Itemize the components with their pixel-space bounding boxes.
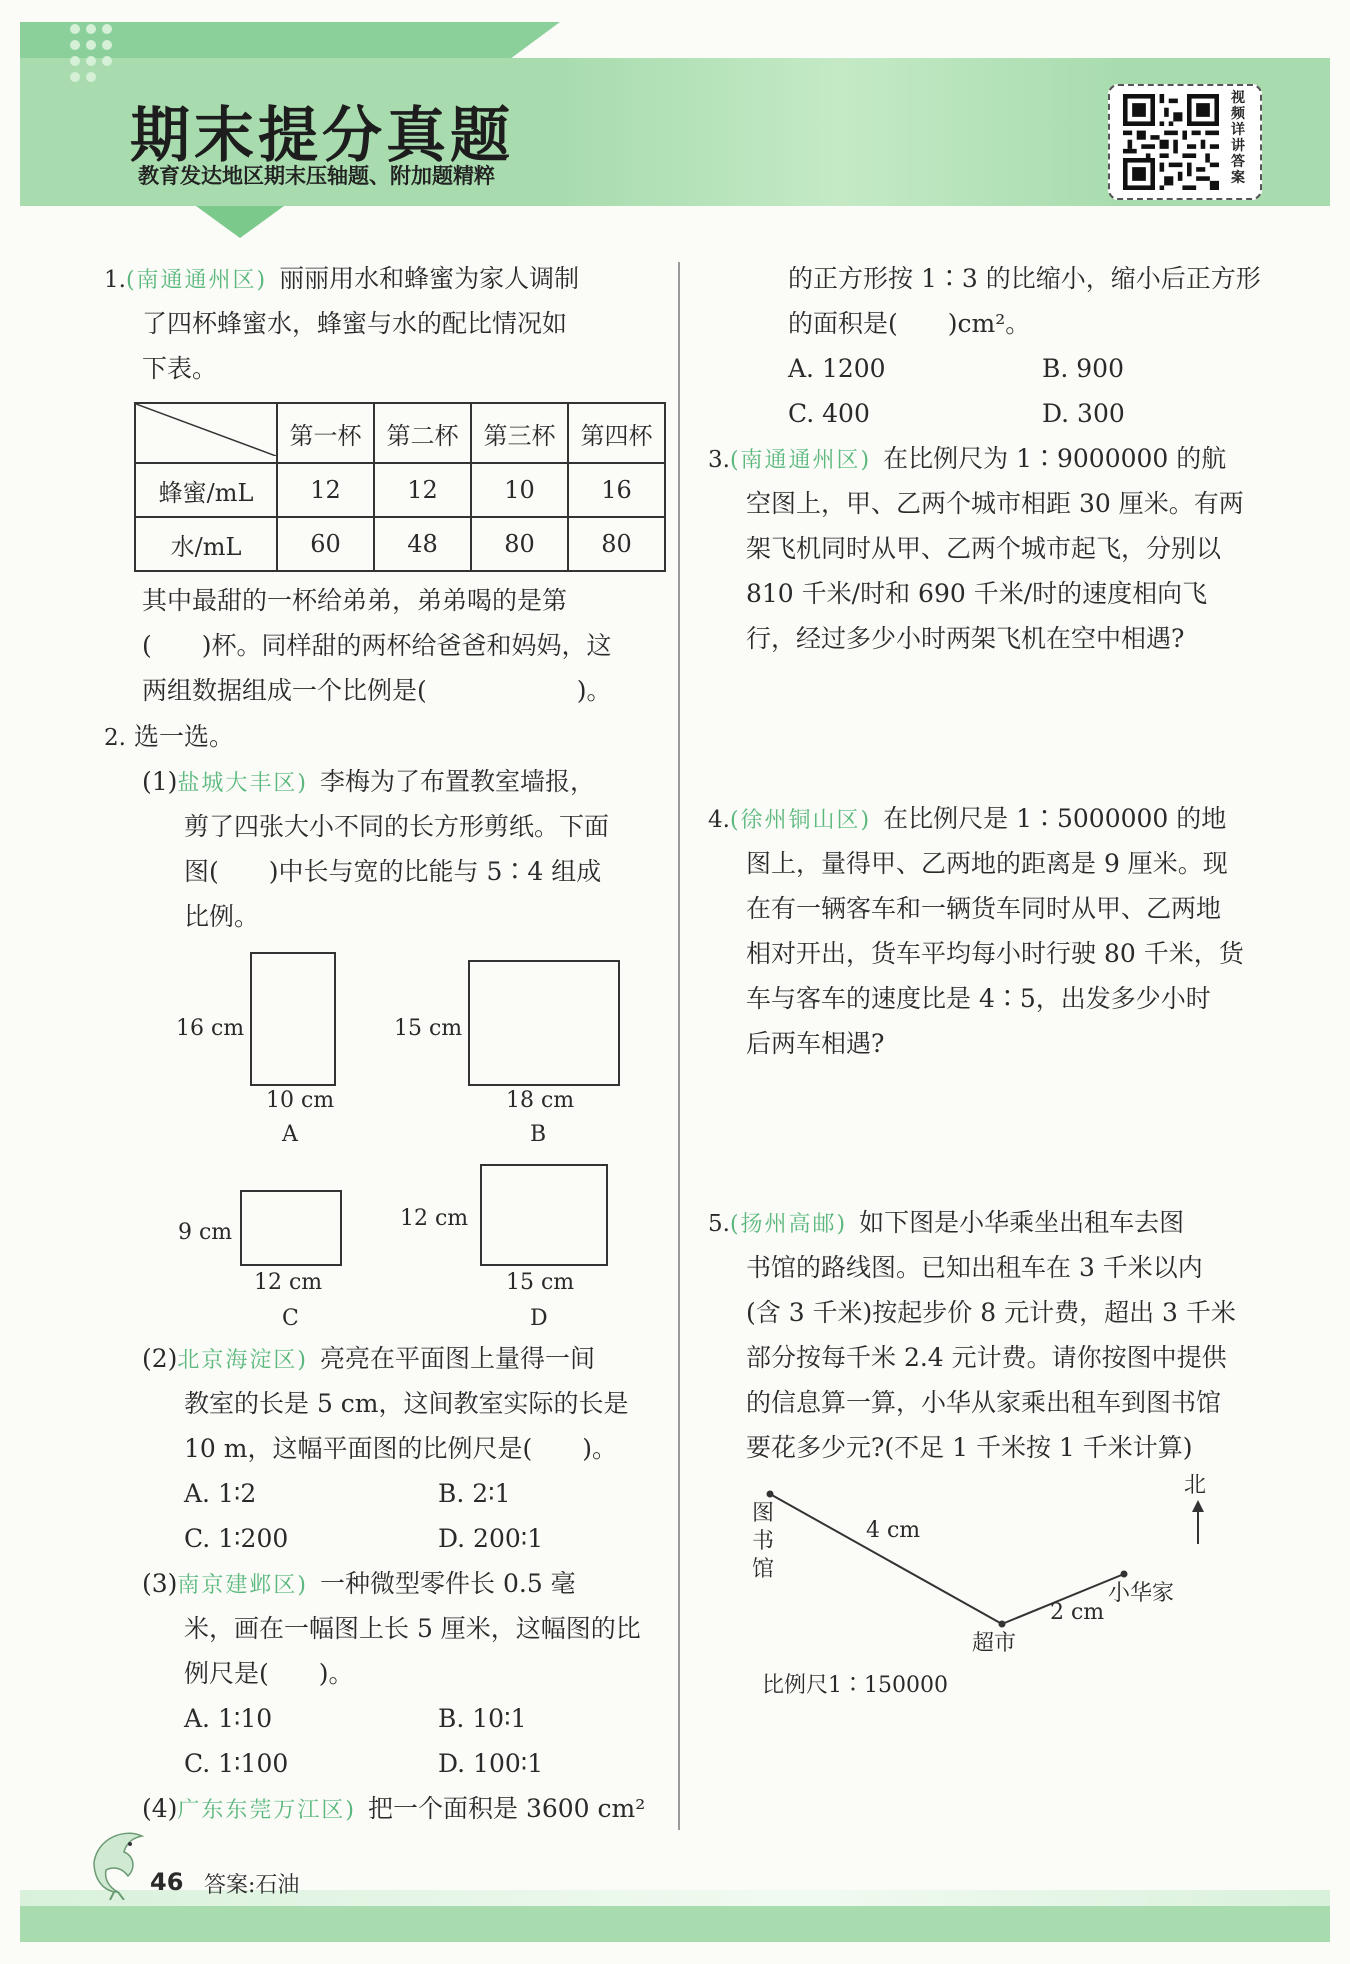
q2-3-option-a[interactable]: A. 1∶10 xyxy=(184,1704,273,1733)
footer-band xyxy=(20,1906,1330,1942)
rectangle-c xyxy=(240,1190,342,1266)
q2-1-line-4: 比例。 xyxy=(184,902,260,931)
q2-3-source: 南京建邺区) xyxy=(177,1573,309,1598)
dolphin-mascot-icon xyxy=(84,1822,154,1900)
q5-line-3: (含 3 千米)按起步价 8 元计费，超出 3 千米 xyxy=(746,1298,1236,1327)
rect-b-letter: B xyxy=(530,1122,547,1147)
table-cell: 10 xyxy=(471,463,568,517)
rect-a-height: 16 cm xyxy=(176,1016,245,1041)
q5-line-4: 部分按每千米 2.4 元计费。请你按图中提供 xyxy=(746,1343,1227,1372)
q2-1-line-3: 图( )中长与宽的比能与 5∶4 组成 xyxy=(184,857,602,886)
q4-line-1: 4.(徐州铜山区) 在比例尺是 1∶5000000 的地 xyxy=(708,804,1227,833)
q2-2-option-a[interactable]: A. 1∶2 xyxy=(184,1479,257,1508)
qr-code-icon[interactable] xyxy=(1122,94,1220,190)
q1-source: (南通通州区) xyxy=(125,268,268,293)
rectangle-d xyxy=(480,1164,608,1266)
q1-after-3: 两组数据组成一个比例是( )。 xyxy=(142,676,612,705)
table-cell: 48 xyxy=(374,517,471,571)
decor-dots xyxy=(70,24,114,94)
rect-c-height: 9 cm xyxy=(178,1220,233,1245)
q2-1-line-2: 剪了四张大小不同的长方形剪纸。下面 xyxy=(184,812,610,841)
q2-1-source: 盐城大丰区) xyxy=(177,771,309,796)
map-library-label: 图书馆 xyxy=(752,1501,775,1582)
q4-line-4: 相对开出，货车平均每小时行驶 80 千米，货 xyxy=(746,939,1244,968)
rect-d-height: 12 cm xyxy=(400,1206,469,1231)
table-cell: 60 xyxy=(277,517,374,571)
table-col-header: 第二杯 xyxy=(374,403,471,463)
q1-line-2: 了四杯蜂蜜水，蜂蜜与水的配比情况如 xyxy=(142,309,568,338)
column-divider xyxy=(678,262,680,1830)
table-row xyxy=(135,517,665,571)
page-title: 期末提分真题 xyxy=(130,101,514,171)
q2-2-option-c[interactable]: C. 1∶200 xyxy=(184,1524,289,1553)
rect-d-width: 15 cm xyxy=(506,1270,575,1295)
q2-3-option-d[interactable]: D. 100∶1 xyxy=(438,1749,544,1778)
rect-b-width: 18 cm xyxy=(506,1088,575,1113)
table-col-header: 第一杯 xyxy=(277,403,374,463)
map-seg1-label: 4 cm xyxy=(866,1518,921,1543)
map-home-label: 小华家 xyxy=(1108,1581,1175,1606)
table-cell: 16 xyxy=(568,463,665,517)
q3-line-4: 810 千米/时和 690 千米/时的速度相向飞 xyxy=(746,579,1208,608)
rect-a-letter: A xyxy=(282,1122,298,1147)
q3-line-1: 3.(南通通州区) 在比例尺为 1∶9000000 的航 xyxy=(708,444,1227,473)
banner-arrow xyxy=(196,206,284,238)
q4-line-3: 在有一辆客车和一辆货车同时从甲、乙两地 xyxy=(746,894,1222,923)
q2-3-line-2: 米，画在一幅图上长 5 厘米，这幅图的比 xyxy=(184,1614,641,1643)
q2-4-option-a[interactable]: A. 1200 xyxy=(788,354,886,383)
rectangle-b xyxy=(468,960,620,1086)
map-market-label: 超市 xyxy=(972,1631,1017,1656)
table-col-header: 第四杯 xyxy=(568,403,665,463)
map-seg2-label: 2 cm xyxy=(1050,1600,1105,1625)
north-arrowhead-icon xyxy=(1192,1500,1204,1512)
q1-line-1: 1.(南通通州区) 丽丽用水和蜂蜜为家人调制 xyxy=(104,264,580,293)
q2-3-option-b[interactable]: B. 10∶1 xyxy=(438,1704,527,1733)
route-map xyxy=(740,1460,1260,1700)
page-subtitle: 教育发达地区期末压轴题、附加题精粹 xyxy=(138,164,495,188)
q2-3-line-3: 例尺是( )。 xyxy=(184,1659,354,1688)
q2-4-source: 广东东莞万江区) xyxy=(177,1798,357,1823)
table-cell: 80 xyxy=(568,517,665,571)
honey-water-table xyxy=(134,402,666,572)
q4-line-2: 图上，量得甲、乙两地的距离是 9 厘米。现 xyxy=(746,849,1228,878)
rect-b-height: 15 cm xyxy=(394,1016,463,1041)
q2-2-option-d[interactable]: D. 200∶1 xyxy=(438,1524,544,1553)
table-header-row xyxy=(135,403,665,463)
q4-source: (徐州铜山区) xyxy=(729,808,872,833)
table-row-label: 水/mL xyxy=(135,517,277,571)
q5-line-2: 书馆的路线图。已知出租车在 3 千米以内 xyxy=(746,1253,1203,1282)
q5-line-1: 5.(扬州高邮) 如下图是小华乘坐出租车去图 xyxy=(708,1208,1185,1237)
route-segment-library-market xyxy=(770,1494,1002,1624)
library-point xyxy=(767,1491,774,1498)
q2-2-option-b[interactable]: B. 2∶1 xyxy=(438,1479,511,1508)
rectangle-a xyxy=(250,952,336,1086)
q2-4-option-d[interactable]: D. 300 xyxy=(1042,399,1125,428)
q2-2-line-2: 教室的长是 5 cm，这间教室实际的长是 xyxy=(184,1389,629,1418)
q2-4-option-c[interactable]: C. 400 xyxy=(788,399,870,428)
rect-c-letter: C xyxy=(282,1306,299,1331)
q1-after-1: 其中最甜的一杯给弟弟，弟弟喝的是第 xyxy=(142,586,568,615)
q3-source: (南通通州区) xyxy=(729,448,872,473)
q4-line-5: 车与客车的速度比是 4∶5，出发多少小时 xyxy=(746,984,1211,1013)
rect-a-width: 10 cm xyxy=(266,1088,335,1113)
q2-4-cont-2: 的面积是( )cm²。 xyxy=(788,309,1031,338)
q2-2-line-1: (2)北京海淀区) 亮亮在平面图上量得一间 xyxy=(142,1344,596,1373)
q3-line-2: 空图上，甲、乙两个城市相距 30 厘米。有两 xyxy=(746,489,1244,518)
q3-line-3: 架飞机同时从甲、乙两个城市起飞，分别以 xyxy=(746,534,1222,563)
q2-4-line-1: (4)广东东莞万江区) 把一个面积是 3600 cm² xyxy=(142,1794,646,1823)
q5-line-6: 要花多少元?(不足 1 千米按 1 千米计算) xyxy=(746,1433,1193,1462)
table-cell: 12 xyxy=(374,463,471,517)
q1-after-2: ( )杯。同样甜的两杯给爸爸和妈妈，这 xyxy=(142,631,612,660)
diagonal-line xyxy=(136,404,276,456)
q2-4-option-b[interactable]: B. 900 xyxy=(1042,354,1124,383)
q5-source: (扬州高邮) xyxy=(729,1212,848,1237)
map-scale-label: 比例尺1∶150000 xyxy=(762,1673,948,1698)
qr-code-box[interactable] xyxy=(1108,84,1262,200)
q3-line-5: 行，经过多少小时两架飞机在空中相遇? xyxy=(746,624,1185,653)
answer-hint: 答案:石油 xyxy=(204,1873,300,1898)
qr-caption: 视频详讲答案 xyxy=(1231,90,1245,186)
table-cell: 12 xyxy=(277,463,374,517)
q2-4-cont-1: 的正方形按 1∶3 的比缩小，缩小后正方形 xyxy=(788,264,1261,293)
map-north-label: 北 xyxy=(1184,1473,1207,1498)
table-col-header: 第三杯 xyxy=(471,403,568,463)
rect-d-letter: D xyxy=(530,1306,548,1331)
q4-line-6: 后两车相遇? xyxy=(746,1029,885,1058)
q2-2-source: 北京海淀区) xyxy=(177,1348,309,1373)
q2-2-line-3: 10 m，这幅平面图的比例尺是( )。 xyxy=(184,1434,617,1463)
q2-1-line-1: (1)盐城大丰区) 李梅为了布置教室墙报， xyxy=(142,767,596,796)
rect-c-width: 12 cm xyxy=(254,1270,323,1295)
q2-3-option-c[interactable]: C. 1∶100 xyxy=(184,1749,289,1778)
banner-highlight xyxy=(560,58,1120,206)
table-row xyxy=(135,463,665,517)
page-number: 46 xyxy=(150,1868,184,1896)
table-corner-cell xyxy=(135,403,277,463)
q2-title: 2. 选一选。 xyxy=(104,722,234,751)
table-cell: 80 xyxy=(471,517,568,571)
table-row-label: 蜂蜜/mL xyxy=(135,463,277,517)
q1-line-3: 下表。 xyxy=(142,354,218,383)
q2-3-line-1: (3)南京建邺区) 一种微型零件长 0.5 毫 xyxy=(142,1569,576,1598)
q5-line-5: 的信息算一算，小华从家乘出租车到图书馆 xyxy=(746,1388,1222,1417)
